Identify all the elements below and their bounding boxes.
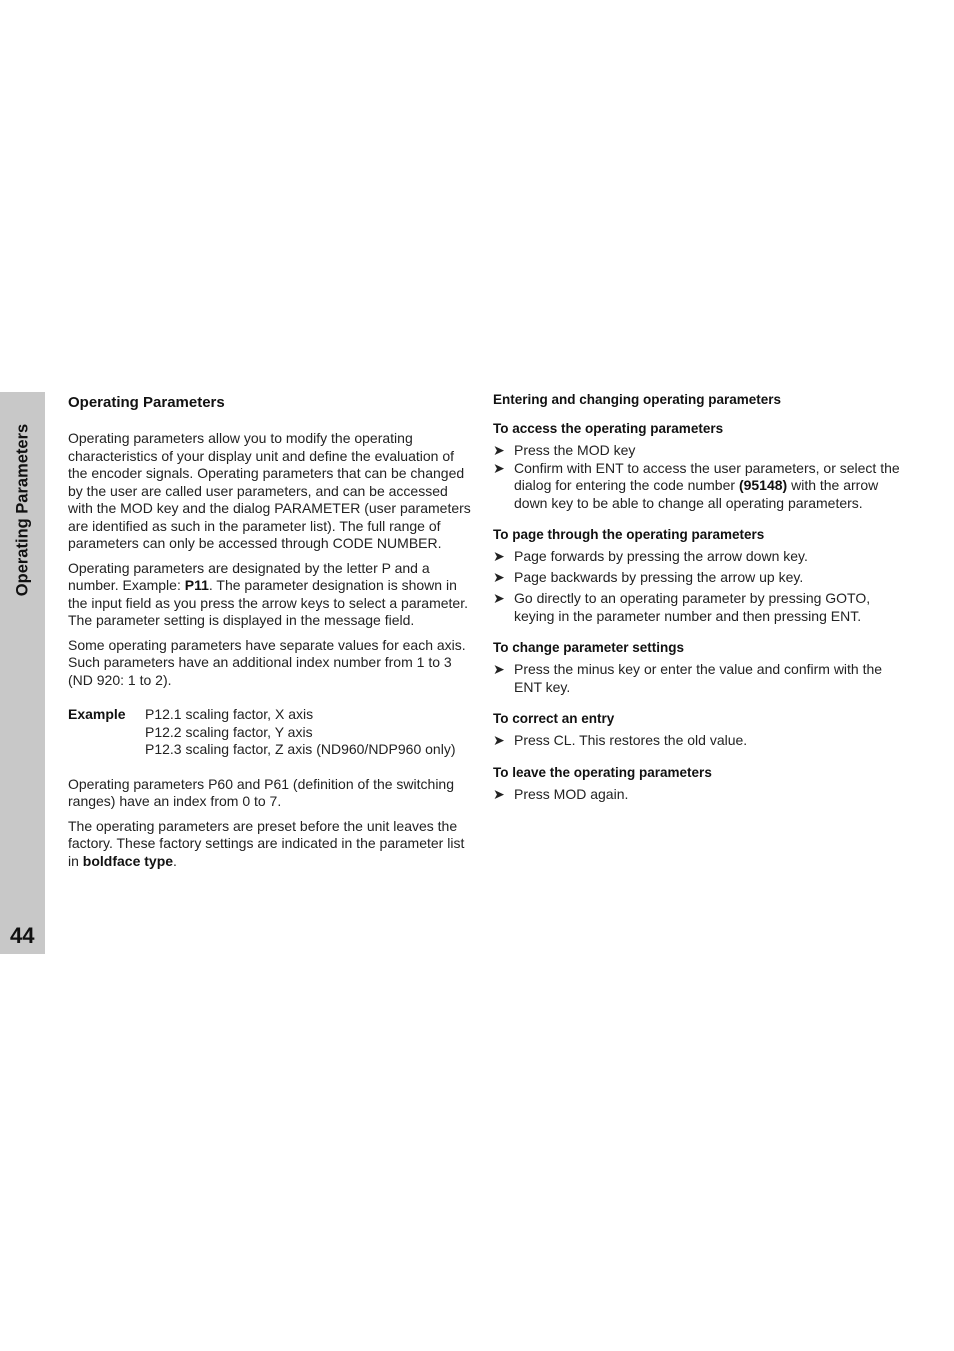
switching-range-paragraph: Operating parameters P60 and P61 (definition of the switching ranges) have an index from 0 to 7. bbox=[68, 775, 455, 809]
leave-steps bbox=[493, 786, 903, 804]
access-steps bbox=[493, 442, 903, 512]
leave-title: To leave the operating parameters bbox=[493, 764, 712, 780]
arrow-bullet-icon: ➤ bbox=[493, 459, 505, 476]
page-number: 44 bbox=[10, 923, 35, 948]
change-steps bbox=[493, 661, 903, 696]
intro-paragraph: Operating parameters allow you to modify the operating characteristics of your display unit and define the evaluation of the encoder signals. Operating parameters that can be changed by the user are called user parameters, and can be accessed with the MOD key and the dialog PARAMETER (user parameters are identified as such in the parameter list). The full range of parameters can only be accessed through CODE NUMBER. bbox=[68, 430, 471, 551]
correct-title: To correct an entry bbox=[493, 711, 615, 726]
list-item: ➤ Press CL. This restores the old value. bbox=[493, 732, 748, 748]
page-steps bbox=[493, 548, 903, 625]
example-block bbox=[68, 706, 472, 759]
side-section-title: Operating Parameters bbox=[13, 423, 32, 597]
section-heading: Operating Parameters bbox=[68, 394, 225, 411]
arrow-bullet-icon: ➤ bbox=[493, 661, 505, 677]
designation-paragraph: Operating parameters are designated by the letter P and a number. Example: P11. The parameter designation is shown in the input field as you press the arrow keys to select a parameter. The parameter setting is displayed in the message field. bbox=[68, 559, 468, 628]
bold-example-p11: P11 bbox=[184, 577, 209, 593]
page-title: To page through the operating parameters bbox=[493, 527, 765, 542]
right-heading: Entering and changing operating parameters bbox=[493, 392, 782, 407]
arrow-bullet-icon: ➤ bbox=[493, 442, 505, 458]
example-line: P12.3 scaling factor, Z axis (ND960/NDP960 only) bbox=[145, 741, 456, 757]
bold-boldface-type: boldface type bbox=[82, 852, 174, 869]
arrow-bullet-icon: ➤ bbox=[493, 590, 505, 606]
correct-steps bbox=[493, 732, 903, 750]
arrow-bullet-icon: ➤ bbox=[493, 569, 505, 585]
example-line: P12.2 scaling factor, Y axis bbox=[145, 723, 313, 740]
access-title: To access the operating parameters bbox=[493, 421, 724, 436]
axis-index-paragraph: Some operating parameters have separate values for each axis. Such parameters have an additional index number from 1 to 3 (ND 920: 1 to 2). bbox=[68, 636, 466, 688]
change-title: To change parameter settings bbox=[493, 640, 685, 655]
list-item: ➤ Page backwards by pressing the arrow up key. bbox=[493, 569, 804, 585]
code-number: (95148) bbox=[738, 477, 788, 493]
list-item: ➤ Press the minus key or enter the value and confirm with the ENT key. bbox=[493, 661, 883, 695]
arrow-bullet-icon: ➤ bbox=[493, 732, 505, 748]
list-item: ➤ Press the MOD key bbox=[493, 442, 636, 458]
list-item: ➤ Press MOD again. bbox=[493, 785, 629, 802]
example-line: P12.1 scaling factor, X axis bbox=[145, 706, 314, 722]
arrow-bullet-icon: ➤ bbox=[493, 785, 505, 802]
left-column bbox=[68, 392, 472, 870]
example-label: Example bbox=[68, 706, 126, 722]
list-item: ➤ Go directly to an operating parameter by pressing GOTO, keying in the parameter number and then pressing ENT. bbox=[493, 590, 871, 624]
list-item: ➤ Page forwards by pressing the arrow down key. bbox=[493, 548, 808, 564]
factory-settings-paragraph: The operating parameters are preset before the unit leaves the factory. These factory settings are indicated in the parameter list in boldface type. bbox=[68, 817, 465, 869]
list-item: ➤ Confirm with ENT to access the user parameters, or select the dialog for entering the code number (95148) with the arrow down key to be able to change all operating parameters. bbox=[493, 459, 900, 511]
example-lines bbox=[145, 706, 455, 759]
right-column bbox=[493, 390, 903, 803]
arrow-bullet-icon: ➤ bbox=[493, 548, 505, 564]
